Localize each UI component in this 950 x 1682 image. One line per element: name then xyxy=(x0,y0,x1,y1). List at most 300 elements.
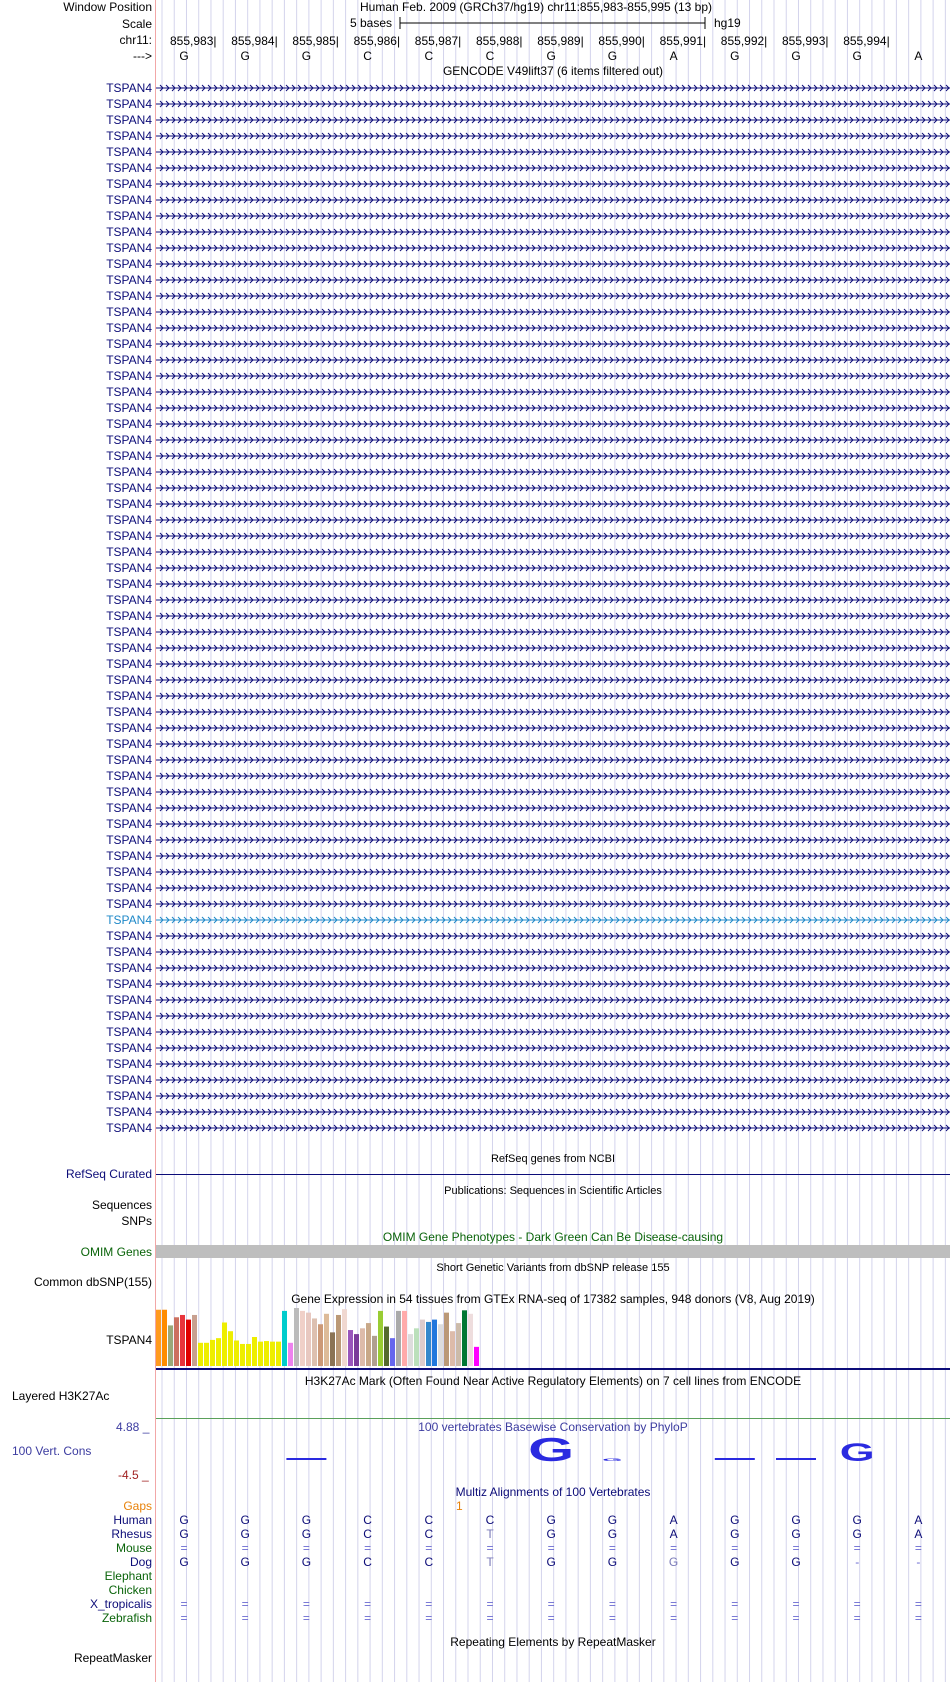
gtex-bar-chart[interactable] xyxy=(156,1306,950,1370)
gtex-tissue-bar[interactable] xyxy=(294,1308,299,1366)
gencode-transcript-label[interactable]: TSPAN4 xyxy=(106,737,152,751)
alignment-base: = xyxy=(180,1611,188,1625)
gencode-transcript-line[interactable] xyxy=(156,883,950,893)
gtex-tissue-bar[interactable] xyxy=(336,1315,341,1366)
species-label[interactable]: Human xyxy=(113,1513,152,1527)
gtex-tissue-bar[interactable] xyxy=(282,1311,287,1366)
alignment-base: A xyxy=(669,1527,678,1541)
species-label[interactable]: Chicken xyxy=(108,1583,152,1597)
gencode-transcript-line[interactable] xyxy=(156,579,950,589)
alignment-base: = xyxy=(302,1541,310,1555)
conservation-letter: G xyxy=(839,1438,875,1467)
gencode-transcript-line[interactable] xyxy=(156,467,950,477)
gtex-tissue-bar[interactable] xyxy=(450,1331,455,1366)
gencode-transcript-label[interactable]: TSPAN4 xyxy=(106,769,152,783)
repeatmasker-track-label[interactable]: RepeatMasker xyxy=(73,1651,152,1665)
reference-base: G xyxy=(240,49,250,63)
gencode-transcript-line[interactable] xyxy=(156,547,950,557)
alignment-base: G xyxy=(791,1527,801,1541)
scale-bar xyxy=(398,16,708,32)
gencode-transcript-line[interactable] xyxy=(156,963,950,973)
alignment-base: C xyxy=(363,1555,372,1569)
gencode-transcript-line[interactable] xyxy=(156,435,950,445)
alignment-base: G xyxy=(607,1555,618,1569)
conservation-letter: G xyxy=(528,1431,575,1469)
gtex-tissue-bar[interactable] xyxy=(204,1343,209,1366)
gtex-tissue-bar[interactable] xyxy=(192,1315,197,1366)
gencode-transcript-label[interactable]: TSPAN4 xyxy=(106,321,152,335)
gencode-transcript-line[interactable] xyxy=(156,211,950,221)
gencode-transcript-line[interactable] xyxy=(156,691,950,701)
gtex-tissue-bar[interactable] xyxy=(342,1309,347,1366)
alignment-base: G xyxy=(730,1527,740,1541)
conservation-mark xyxy=(286,1458,326,1460)
gencode-transcript-label[interactable]: TSPAN4 xyxy=(106,305,152,319)
omim-gene-bar[interactable] xyxy=(156,1245,950,1258)
alignment-base: = xyxy=(486,1611,494,1625)
gencode-transcript-label[interactable]: TSPAN4 xyxy=(106,417,152,431)
gencode-transcript-line[interactable] xyxy=(156,515,950,525)
gencode-transcript-line[interactable] xyxy=(156,179,950,189)
alignment-base: = xyxy=(180,1541,188,1555)
gencode-transcript-line[interactable] xyxy=(156,595,950,605)
alignment-base: G xyxy=(301,1555,312,1569)
reference-base: C xyxy=(485,49,495,63)
gencode-transcript-line[interactable] xyxy=(156,835,950,845)
gencode-transcript-line[interactable] xyxy=(156,275,950,285)
gtex-tissue-bar[interactable] xyxy=(372,1336,377,1366)
gencode-transcript-line[interactable] xyxy=(156,563,950,573)
alignment-base: G xyxy=(301,1513,312,1527)
alignment-base: C xyxy=(485,1513,495,1527)
gencode-transcript-label[interactable]: TSPAN4 xyxy=(106,657,152,671)
gencode-transcript-label[interactable]: TSPAN4 xyxy=(106,273,152,287)
gencode-transcript-label[interactable]: TSPAN4 xyxy=(106,369,152,383)
gencode-transcript-label[interactable]: TSPAN4 xyxy=(106,897,152,911)
gencode-transcript-line[interactable] xyxy=(156,611,950,621)
gencode-transcript-label[interactable]: TSPAN4 xyxy=(106,849,152,863)
gencode-transcript-label[interactable]: TSPAN4 xyxy=(106,881,152,895)
gencode-transcript-label[interactable]: TSPAN4 xyxy=(106,449,152,463)
gencode-transcript-label[interactable]: TSPAN4 xyxy=(106,833,152,847)
gencode-transcript-line[interactable] xyxy=(156,1027,950,1037)
gencode-track-title: GENCODE V49lift37 (6 items filtered out) xyxy=(442,64,664,78)
h3k27ac-baseline xyxy=(156,1418,950,1419)
gencode-transcript-line[interactable] xyxy=(156,531,950,541)
gencode-transcript-line[interactable] xyxy=(156,339,950,349)
alignment-base: = xyxy=(670,1611,678,1625)
gencode-transcript-line[interactable] xyxy=(156,995,950,1005)
gencode-transcript-line[interactable] xyxy=(156,915,950,925)
gtex-tissue-bar[interactable] xyxy=(408,1334,413,1366)
conservation-ymin-label: -4.5 _ xyxy=(118,1468,149,1482)
gencode-transcript-line[interactable] xyxy=(156,755,950,765)
gencode-transcript-line[interactable] xyxy=(156,723,950,733)
gaps-value: 1 xyxy=(456,1499,463,1513)
ruler-position: 855,987| xyxy=(414,34,462,48)
scale-text: 5 bases xyxy=(350,16,393,30)
gencode-transcript-line[interactable] xyxy=(156,851,950,861)
gencode-transcript-line[interactable] xyxy=(156,867,950,877)
gencode-transcript-label[interactable]: TSPAN4 xyxy=(106,1105,152,1119)
reference-base: G xyxy=(730,49,740,63)
gencode-transcript-label[interactable]: TSPAN4 xyxy=(106,1121,152,1135)
gencode-transcript-line[interactable] xyxy=(156,947,950,957)
gencode-transcript-label[interactable]: TSPAN4 xyxy=(106,705,152,719)
strand-label: ---> xyxy=(133,49,152,63)
gtex-tissue-bar[interactable] xyxy=(198,1343,203,1366)
gencode-transcript-line[interactable] xyxy=(156,483,950,493)
ruler-position: 855,984| xyxy=(231,34,278,48)
ruler-position: 855,990| xyxy=(598,34,645,48)
alignment-base: G xyxy=(546,1513,556,1527)
alignment-base: G xyxy=(179,1513,189,1527)
gencode-transcript-line[interactable] xyxy=(156,227,950,237)
gencode-transcript-label[interactable]: TSPAN4 xyxy=(106,561,152,575)
ruler-position: 855,992| xyxy=(720,34,768,48)
gencode-transcript-line[interactable] xyxy=(156,707,950,717)
gencode-transcript-line[interactable] xyxy=(156,99,950,109)
gencode-transcript-label[interactable]: TSPAN4 xyxy=(106,545,152,559)
gtex-tissue-bar[interactable] xyxy=(240,1344,245,1366)
gencode-transcript-label[interactable]: TSPAN4 xyxy=(106,945,152,959)
gencode-transcript-line[interactable] xyxy=(156,675,950,685)
gencode-transcript-label[interactable]: TSPAN4 xyxy=(106,1057,152,1071)
conservation-track-title: 100 vertebrates Basewise Conservation by PhyloP xyxy=(418,1420,688,1434)
gencode-transcript-label[interactable]: TSPAN4 xyxy=(106,593,152,607)
reference-base: G xyxy=(179,49,189,63)
gencode-transcript-line[interactable] xyxy=(156,243,950,253)
gencode-transcript-line[interactable] xyxy=(156,499,950,509)
gencode-transcript-line[interactable] xyxy=(156,131,950,141)
gencode-transcript-line[interactable] xyxy=(156,819,950,829)
gencode-transcript-line[interactable] xyxy=(156,83,950,93)
gencode-transcript-label[interactable]: TSPAN4 xyxy=(106,97,152,111)
gtex-tissue-bar[interactable] xyxy=(420,1320,425,1366)
repeatmasker-track-title: Repeating Elements by RepeatMasker xyxy=(450,1635,656,1649)
alignment-base: = xyxy=(914,1541,922,1555)
gencode-transcript-line[interactable] xyxy=(156,979,950,989)
alignment-base: = xyxy=(853,1597,861,1611)
alignment-base: = xyxy=(241,1597,249,1611)
gencode-transcript-label[interactable]: TSPAN4 xyxy=(106,721,152,735)
gtex-tissue-bar[interactable] xyxy=(414,1328,419,1366)
gencode-transcript-label[interactable]: TSPAN4 xyxy=(106,961,152,975)
gtex-tissue-bar[interactable] xyxy=(306,1313,311,1366)
publications-snps-label[interactable]: SNPs xyxy=(121,1214,152,1228)
gtex-tissue-bar[interactable] xyxy=(264,1341,269,1366)
alignment-base: G xyxy=(546,1527,556,1541)
gtex-tissue-bar[interactable] xyxy=(330,1332,335,1366)
gencode-transcript-line[interactable] xyxy=(156,787,950,797)
gencode-transcript-label[interactable]: TSPAN4 xyxy=(106,353,152,367)
ruler-position: 855,983| xyxy=(170,34,217,48)
gencode-transcript-label[interactable]: TSPAN4 xyxy=(106,81,152,95)
gencode-transcript-line[interactable] xyxy=(156,643,950,653)
reference-base: G xyxy=(546,49,556,63)
gtex-tissue-bar[interactable] xyxy=(468,1314,473,1366)
ruler-position: 855,993| xyxy=(782,34,829,48)
gencode-transcript-label[interactable]: TSPAN4 xyxy=(106,289,152,303)
alignment-base: G xyxy=(791,1555,801,1569)
gencode-transcript-line[interactable] xyxy=(156,1043,950,1053)
gtex-tissue-bar[interactable] xyxy=(216,1338,221,1366)
alignment-base: = xyxy=(731,1541,739,1555)
gencode-transcript-label[interactable]: TSPAN4 xyxy=(106,145,152,159)
gencode-transcript-label[interactable]: TSPAN4 xyxy=(106,689,152,703)
gencode-transcript-line[interactable] xyxy=(156,307,950,317)
gtex-tissue-bar[interactable] xyxy=(384,1327,389,1366)
gencode-transcript-label[interactable]: TSPAN4 xyxy=(106,177,152,191)
gtex-tissue-bar[interactable] xyxy=(348,1330,353,1366)
gencode-transcript-label[interactable]: TSPAN4 xyxy=(106,641,152,655)
alignment-base: C xyxy=(424,1527,434,1541)
alignment-base: G xyxy=(240,1555,250,1569)
gtex-tissue-bar[interactable] xyxy=(156,1310,161,1366)
alignment-base: G xyxy=(546,1555,556,1569)
alignment-base: = xyxy=(914,1611,922,1625)
gtex-tissue-bar[interactable] xyxy=(378,1311,383,1366)
gencode-transcript-label[interactable]: TSPAN4 xyxy=(106,753,152,767)
ruler-position: 855,989| xyxy=(537,34,584,48)
conservation-mark xyxy=(715,1458,755,1460)
gencode-transcript-label[interactable]: TSPAN4 xyxy=(106,209,152,223)
gtex-track-label[interactable]: TSPAN4 xyxy=(106,1333,152,1347)
alignment-base: = xyxy=(670,1597,678,1611)
multiz-track-title: Multiz Alignments of 100 Vertebrates xyxy=(455,1485,651,1499)
species-label[interactable]: Dog xyxy=(129,1555,152,1569)
gtex-tissue-bar[interactable] xyxy=(162,1310,167,1366)
publications-track-title: Publications: Sequences in Scientific Articles xyxy=(444,1185,662,1197)
gencode-transcript-label[interactable]: TSPAN4 xyxy=(106,225,152,239)
gencode-transcript-line[interactable] xyxy=(156,627,950,637)
gencode-transcript-label[interactable]: TSPAN4 xyxy=(106,673,152,687)
gtex-tissue-bar[interactable] xyxy=(390,1338,395,1366)
gtex-tissue-bar[interactable] xyxy=(168,1325,173,1366)
ruler-position: 855,994| xyxy=(843,34,890,48)
alignment-base: = xyxy=(608,1611,616,1625)
gtex-tissue-bar[interactable] xyxy=(438,1324,443,1366)
gtex-tissue-bar[interactable] xyxy=(186,1320,191,1366)
gtex-tissue-bar[interactable] xyxy=(228,1331,233,1366)
gtex-tissue-bar[interactable] xyxy=(366,1323,371,1366)
alignment-base: C xyxy=(424,1513,434,1527)
chrom-label: chr11: xyxy=(119,33,152,47)
omim-track-title: OMIM Gene Phenotypes - Dark Green Can Be Disease-causing xyxy=(382,1230,724,1244)
reference-base: C xyxy=(363,49,372,63)
gencode-transcript-label[interactable]: TSPAN4 xyxy=(106,113,152,127)
alignment-base: = xyxy=(180,1597,188,1611)
alignment-base: C xyxy=(363,1513,372,1527)
gencode-transcript-line[interactable] xyxy=(156,1011,950,1021)
gencode-transcript-label[interactable]: TSPAN4 xyxy=(106,977,152,991)
gencode-transcript-line[interactable] xyxy=(156,803,950,813)
gencode-transcript-label[interactable]: TSPAN4 xyxy=(106,913,152,927)
refseq-gene-line[interactable] xyxy=(156,1174,950,1175)
alignment-base: = xyxy=(731,1597,739,1611)
scale-label: Scale xyxy=(121,17,152,31)
gencode-transcript-line[interactable] xyxy=(156,115,950,125)
gencode-transcript-label[interactable]: TSPAN4 xyxy=(106,801,152,815)
gtex-tissue-bar[interactable] xyxy=(456,1323,461,1366)
gencode-transcript-line[interactable] xyxy=(156,371,950,381)
gtex-tissue-bar[interactable] xyxy=(354,1334,359,1366)
gencode-transcript-line[interactable] xyxy=(156,323,950,333)
publications-sequences-label[interactable]: Sequences xyxy=(91,1198,152,1212)
gencode-transcript-line[interactable] xyxy=(156,1075,950,1085)
gencode-transcript-line[interactable] xyxy=(156,195,950,205)
gtex-tissue-bar[interactable] xyxy=(246,1344,251,1366)
gencode-transcript-label[interactable]: TSPAN4 xyxy=(106,785,152,799)
gtex-tissue-bar[interactable] xyxy=(276,1342,281,1366)
gencode-transcript-line[interactable] xyxy=(156,355,950,365)
gtex-tissue-bar[interactable] xyxy=(252,1337,257,1366)
species-label[interactable]: Elephant xyxy=(104,1569,152,1583)
alignment-base: G xyxy=(730,1555,740,1569)
alignment-base: G xyxy=(791,1513,801,1527)
gencode-transcript-label[interactable]: TSPAN4 xyxy=(106,129,152,143)
gencode-transcript-label[interactable]: TSPAN4 xyxy=(106,481,152,495)
alignment-base: G xyxy=(301,1527,312,1541)
alignment-base: = xyxy=(425,1597,433,1611)
species-label[interactable]: Rhesus xyxy=(111,1527,152,1541)
gencode-transcript-label[interactable]: TSPAN4 xyxy=(106,625,152,639)
alignment-base: A xyxy=(914,1513,923,1527)
gtex-tissue-bar[interactable] xyxy=(426,1322,431,1366)
gencode-transcript-label[interactable]: TSPAN4 xyxy=(106,817,152,831)
gencode-transcript-line[interactable] xyxy=(156,899,950,909)
species-label[interactable]: X_tropicalis xyxy=(89,1597,152,1611)
h3k27ac-track-label[interactable]: Layered H3K27Ac xyxy=(12,1389,110,1403)
gencode-transcript-label[interactable]: TSPAN4 xyxy=(106,529,152,543)
gencode-transcript-line[interactable] xyxy=(156,451,950,461)
alignment-base: = xyxy=(302,1611,310,1625)
dbsnp-track-label[interactable]: Common dbSNP(155) xyxy=(33,1275,152,1289)
gencode-transcript-line[interactable] xyxy=(156,659,950,669)
gencode-transcript-line[interactable] xyxy=(156,771,950,781)
omim-track-label[interactable]: OMIM Genes xyxy=(80,1245,152,1259)
scale-db: hg19 xyxy=(714,16,741,30)
gencode-transcript-label[interactable]: TSPAN4 xyxy=(106,609,152,623)
alignment-base: = xyxy=(608,1541,616,1555)
gencode-transcript-line[interactable] xyxy=(156,1107,950,1117)
gencode-transcript-label[interactable]: TSPAN4 xyxy=(106,385,152,399)
gtex-tissue-bar[interactable] xyxy=(288,1343,293,1366)
gencode-transcript-line[interactable] xyxy=(156,1059,950,1069)
gencode-transcript-label[interactable]: TSPAN4 xyxy=(106,865,152,879)
gencode-transcript-label[interactable]: TSPAN4 xyxy=(106,1089,152,1103)
gencode-transcript-label[interactable]: TSPAN4 xyxy=(106,1041,152,1055)
conservation-letter: G xyxy=(602,1457,623,1462)
gencode-transcript-line[interactable] xyxy=(156,419,950,429)
reference-base: G xyxy=(301,49,312,63)
gencode-transcript-label[interactable]: TSPAN4 xyxy=(106,337,152,351)
gtex-tissue-bar[interactable] xyxy=(402,1311,407,1366)
gencode-transcript-line[interactable] xyxy=(156,1123,950,1133)
gencode-transcript-label[interactable]: TSPAN4 xyxy=(106,1025,152,1039)
refseq-track-label[interactable]: RefSeq Curated xyxy=(65,1167,152,1181)
gencode-transcript-label[interactable]: TSPAN4 xyxy=(106,497,152,511)
conservation-logo[interactable] xyxy=(156,1431,950,1469)
gencode-transcript-label[interactable]: TSPAN4 xyxy=(106,929,152,943)
gtex-tissue-bar[interactable] xyxy=(396,1311,401,1366)
alignment-base: = xyxy=(731,1611,739,1625)
gtex-tissue-bar[interactable] xyxy=(462,1310,467,1366)
alignment-base: = xyxy=(792,1541,800,1555)
gtex-tissue-bar[interactable] xyxy=(270,1342,275,1366)
gtex-tissue-bar[interactable] xyxy=(180,1315,185,1366)
gencode-transcript-label[interactable]: TSPAN4 xyxy=(106,401,152,415)
alignment-base: = xyxy=(425,1541,433,1555)
conservation-track-label[interactable]: 100 Vert. Cons xyxy=(12,1444,92,1458)
gtex-tissue-bar[interactable] xyxy=(258,1342,263,1366)
alignment-base: = xyxy=(425,1611,433,1625)
gencode-transcript-line[interactable] xyxy=(156,931,950,941)
gencode-transcript-line[interactable] xyxy=(156,1091,950,1101)
gencode-transcript-label[interactable]: TSPAN4 xyxy=(106,1009,152,1023)
gtex-tissue-bar[interactable] xyxy=(234,1340,239,1366)
refseq-track-title: RefSeq genes from NCBI xyxy=(490,1153,616,1165)
species-label[interactable]: Mouse xyxy=(115,1541,152,1555)
reference-base: A xyxy=(914,49,923,63)
alignment-base: = xyxy=(853,1541,861,1555)
alignment-base: = xyxy=(853,1611,861,1625)
conservation-ymax-label: 4.88 _ xyxy=(116,1420,150,1434)
gencode-transcript-label[interactable]: TSPAN4 xyxy=(106,993,152,1007)
gencode-transcript-label[interactable]: TSPAN4 xyxy=(106,577,152,591)
reference-base: G xyxy=(852,49,862,63)
gencode-transcript-label[interactable]: TSPAN4 xyxy=(106,161,152,175)
alignment-base: = xyxy=(792,1597,800,1611)
gencode-transcript-label[interactable]: TSPAN4 xyxy=(106,241,152,255)
alignment-base: - xyxy=(916,1555,921,1569)
gtex-tissue-bar[interactable] xyxy=(318,1324,323,1366)
gencode-transcript-line[interactable] xyxy=(156,291,950,301)
gtex-tissue-bar[interactable] xyxy=(444,1313,449,1366)
gencode-transcript-label[interactable]: TSPAN4 xyxy=(106,193,152,207)
gtex-tissue-bar[interactable] xyxy=(324,1314,329,1366)
gencode-transcript-line[interactable] xyxy=(156,259,950,269)
gencode-transcript-line[interactable] xyxy=(156,403,950,413)
alignment-base: T xyxy=(486,1555,494,1569)
gencode-transcript-label[interactable]: TSPAN4 xyxy=(106,433,152,447)
gtex-tissue-bar[interactable] xyxy=(210,1340,215,1366)
alignment-base: = xyxy=(914,1597,922,1611)
alignment-base: G xyxy=(852,1513,862,1527)
gtex-tissue-bar[interactable] xyxy=(222,1323,227,1367)
alignment-base: = xyxy=(241,1611,249,1625)
gencode-transcript-line[interactable] xyxy=(156,387,950,397)
alignment-base: G xyxy=(179,1555,189,1569)
gtex-tissue-bar[interactable] xyxy=(432,1320,437,1366)
gencode-transcript-line[interactable] xyxy=(156,739,950,749)
gtex-tissue-bar[interactable] xyxy=(300,1311,305,1366)
gencode-transcript-label[interactable]: TSPAN4 xyxy=(106,465,152,479)
gtex-tissue-bar[interactable] xyxy=(312,1318,317,1366)
gtex-tissue-bar[interactable] xyxy=(174,1317,179,1366)
ruler-position: 855,991| xyxy=(659,34,707,48)
gencode-transcript-label[interactable]: TSPAN4 xyxy=(106,513,152,527)
gencode-transcript-line[interactable] xyxy=(156,147,950,157)
alignment-base: = xyxy=(547,1597,555,1611)
gtex-tissue-bar[interactable] xyxy=(360,1328,365,1366)
gtex-tissue-bar[interactable] xyxy=(474,1347,479,1366)
alignment-base: = xyxy=(364,1541,372,1555)
gencode-transcript-line[interactable] xyxy=(156,163,950,173)
gencode-transcript-label[interactable]: TSPAN4 xyxy=(106,1073,152,1087)
gencode-transcript-label[interactable]: TSPAN4 xyxy=(106,257,152,271)
species-label[interactable]: Zebrafish xyxy=(101,1611,152,1625)
